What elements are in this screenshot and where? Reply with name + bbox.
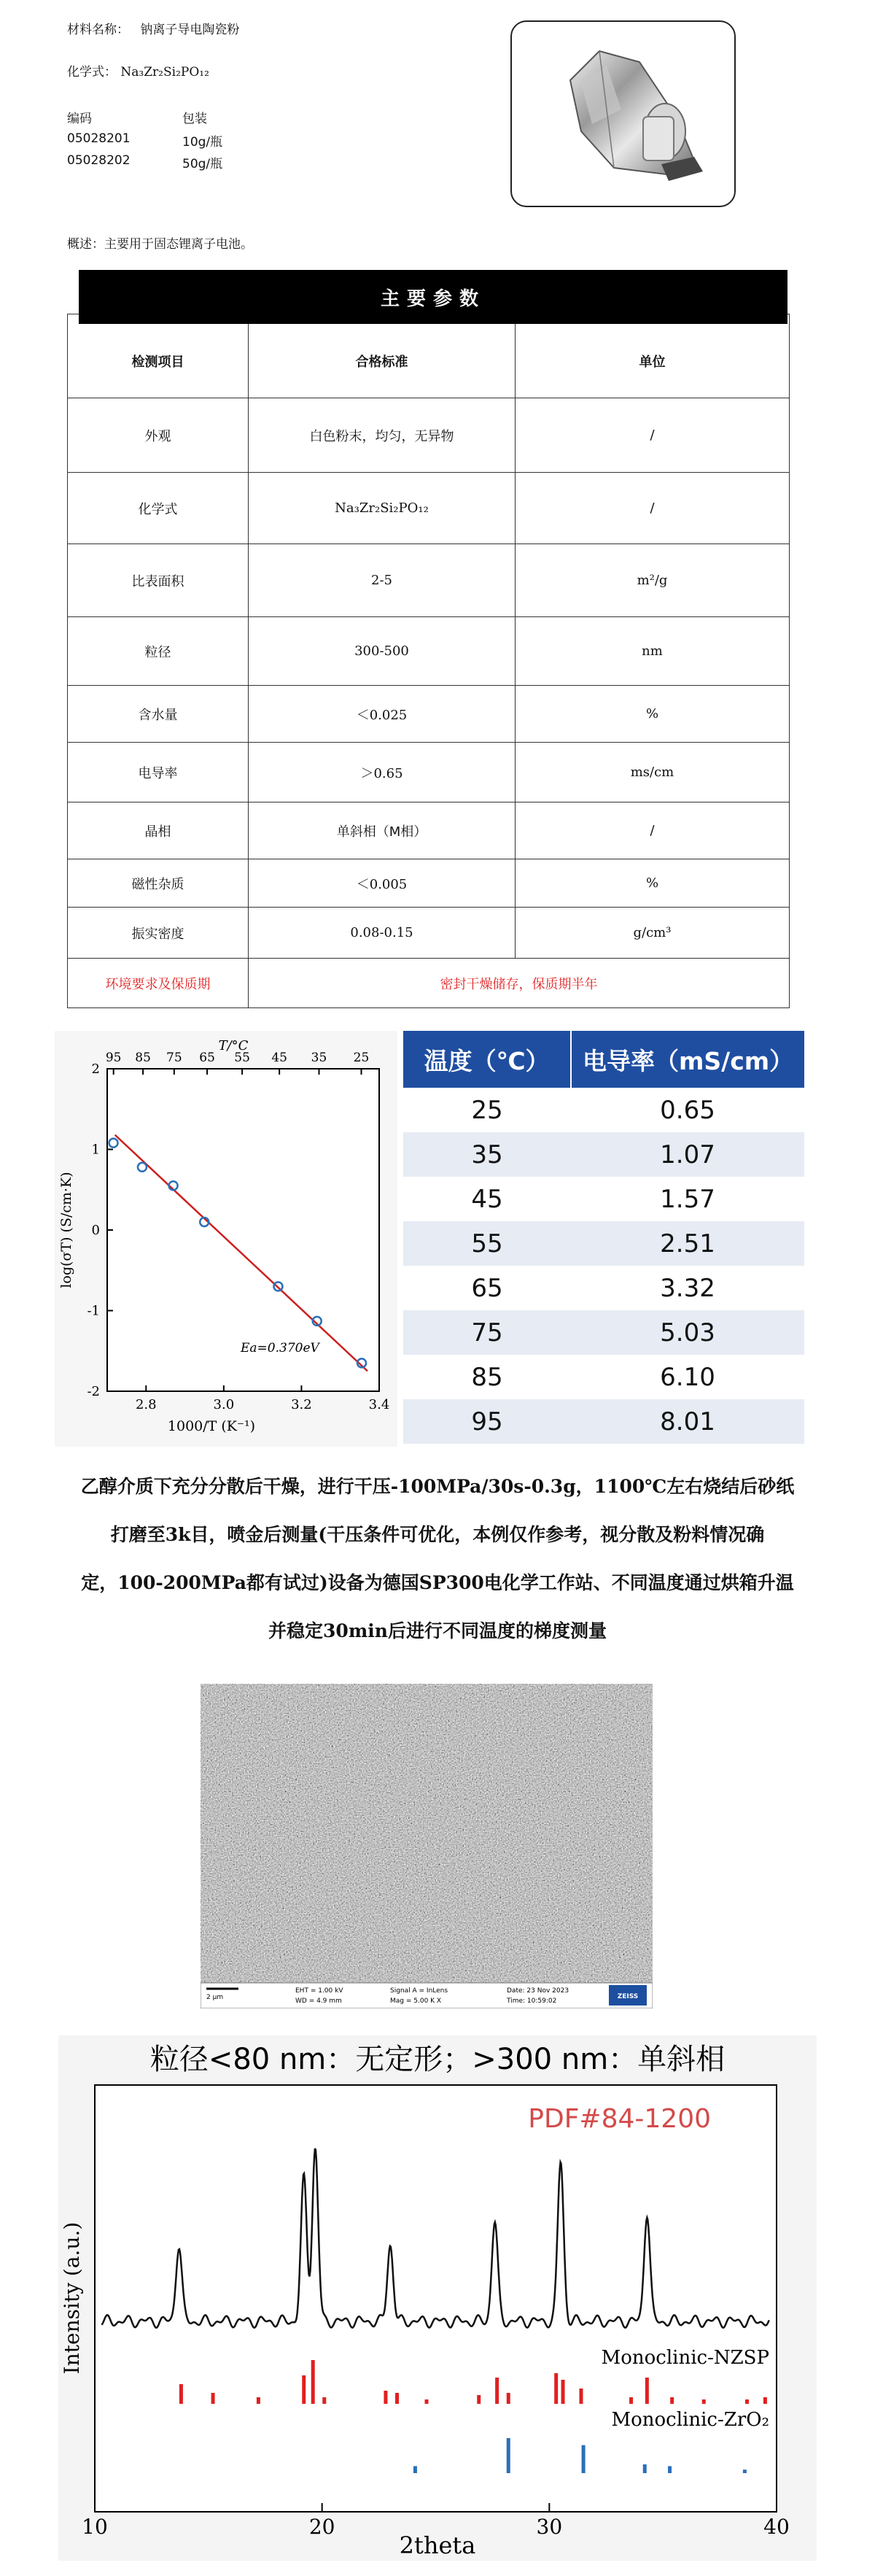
temperature-cell: 65 bbox=[471, 1273, 503, 1303]
conductivity-cell: 8.01 bbox=[660, 1407, 715, 1436]
reference-bar bbox=[582, 2445, 586, 2473]
table-row bbox=[68, 802, 790, 859]
reference-bar bbox=[668, 2466, 672, 2473]
reference-bar bbox=[211, 2393, 215, 2404]
param-item: 磁性杂质 bbox=[68, 859, 249, 908]
param-standard: 白色粉末，均匀，无异物 bbox=[249, 398, 516, 473]
reference-bar bbox=[477, 2395, 481, 2404]
table-row bbox=[403, 1177, 804, 1221]
table-row bbox=[403, 1088, 804, 1132]
x-axis-label: 2theta bbox=[399, 2531, 476, 2559]
table-row bbox=[68, 859, 790, 908]
reference-bar bbox=[507, 2438, 510, 2473]
table-row bbox=[403, 1221, 804, 1266]
param-item: 外观 bbox=[68, 398, 249, 473]
product-package: 50g/瓶 bbox=[182, 157, 223, 171]
param-unit: g/cm³ bbox=[516, 908, 790, 959]
y-tick-label: -2 bbox=[87, 1384, 100, 1399]
top-tick-label: 75 bbox=[166, 1051, 182, 1065]
sem-date: Date: 23 Nov 2023 bbox=[507, 1987, 569, 1995]
method-line: 打磨至3k目，喷金后测量(干压条件可优化，本例仅作参考，视分散及粉料情况确 bbox=[110, 1524, 765, 1545]
sem-wd: WD = 4.9 mm bbox=[295, 1997, 342, 2005]
params-banner: 主要参数 bbox=[79, 270, 788, 324]
param-unit: ms/cm bbox=[516, 743, 790, 802]
param-unit: / bbox=[516, 473, 790, 544]
table-row bbox=[403, 1399, 804, 1444]
reference-bar bbox=[745, 2399, 749, 2404]
material-name: 钠离子导电陶瓷粉 bbox=[140, 23, 240, 37]
reference-bar bbox=[179, 2384, 183, 2404]
reference-bar bbox=[763, 2397, 767, 2404]
table-row bbox=[68, 544, 790, 617]
conductivity-cell: 5.03 bbox=[660, 1318, 715, 1347]
column-header: 检测项目 bbox=[68, 314, 249, 398]
method-line: 乙醇介质下充分分散后干燥，进行干压-100MPa/30s-0.3g，1100℃左右烧结后砂纸 bbox=[80, 1476, 795, 1497]
temperature-cell: 95 bbox=[471, 1407, 503, 1436]
reference-bar bbox=[507, 2393, 510, 2404]
param-standard: 2-5 bbox=[249, 544, 516, 617]
column-header: 单位 bbox=[516, 314, 790, 398]
top-tick-label: 55 bbox=[234, 1051, 250, 1065]
reference-bar bbox=[257, 2397, 260, 2404]
reference-bar bbox=[311, 2360, 315, 2404]
pdf-card-label: PDF#84-1200 bbox=[528, 2104, 711, 2134]
params-table bbox=[67, 314, 790, 1008]
param-unit: m²/g bbox=[516, 544, 790, 617]
reference-bar bbox=[425, 2399, 429, 2404]
temperature-cell: 25 bbox=[471, 1095, 503, 1125]
y-tick-label: 2 bbox=[91, 1061, 100, 1077]
ref-series-label: Monoclinic-NZSP bbox=[601, 2347, 769, 2369]
reference-bar bbox=[384, 2391, 387, 2404]
conductivity-header bbox=[403, 1031, 804, 1088]
zeiss-logo-text: ZEISS bbox=[617, 1993, 639, 2000]
conductivity-table bbox=[403, 1031, 804, 1448]
product-image-frame bbox=[510, 20, 736, 207]
plot-area bbox=[95, 2085, 777, 2512]
param-item: 粒径 bbox=[68, 617, 249, 686]
param-standard: 单斜相（M相） bbox=[249, 802, 516, 859]
storage-label: 环境要求及保质期 bbox=[68, 959, 249, 1008]
reference-bar bbox=[495, 2378, 499, 2404]
param-item: 晶相 bbox=[68, 802, 249, 859]
table-row bbox=[403, 1266, 804, 1310]
sem-texture bbox=[201, 1684, 653, 1983]
summary-text: 概述：主要用于固态锂离子电池。 bbox=[67, 237, 253, 252]
conductivity-cell: 3.32 bbox=[660, 1273, 715, 1303]
reference-bar bbox=[395, 2393, 399, 2404]
reference-bar bbox=[702, 2399, 706, 2404]
code-header: 编码 bbox=[67, 112, 92, 126]
param-item: 化学式 bbox=[68, 473, 249, 544]
param-unit: % bbox=[516, 859, 790, 908]
product-bag-image bbox=[512, 22, 734, 206]
formula-label: 化学式： bbox=[67, 65, 117, 80]
table-row bbox=[68, 908, 790, 959]
param-standard: Na₃Zr₂Si₂PO₁₂ bbox=[249, 473, 516, 544]
material-label: 材料名称： bbox=[67, 23, 129, 37]
y-tick-label: 0 bbox=[91, 1223, 100, 1238]
package-header: 包装 bbox=[182, 112, 207, 126]
product-code: 05028201 bbox=[67, 131, 131, 146]
column-header: 温度（℃） bbox=[403, 1031, 572, 1088]
param-item: 振实密度 bbox=[68, 908, 249, 959]
y-tick-label: -1 bbox=[87, 1303, 100, 1319]
storage-text: 密封干燥储存，保质期半年 bbox=[249, 959, 790, 1008]
top-tick-label: 95 bbox=[105, 1051, 122, 1065]
arrhenius-chart bbox=[55, 1031, 397, 1447]
temperature-cell: 75 bbox=[471, 1318, 503, 1347]
top-tick-label: 45 bbox=[271, 1051, 287, 1065]
product-package: 10g/瓶 bbox=[182, 135, 223, 150]
table-row bbox=[403, 1310, 804, 1355]
param-unit: / bbox=[516, 398, 790, 473]
conductivity-cell: 1.57 bbox=[660, 1184, 715, 1214]
xrd-title: 粒径<80 nm：无定形；>300 nm：单斜相 bbox=[149, 2043, 726, 2076]
top-tick-label: 35 bbox=[311, 1051, 327, 1065]
sem-eht: EHT = 1.00 kV bbox=[295, 1987, 343, 1995]
conductivity-cell: 6.10 bbox=[660, 1362, 715, 1392]
top-tick-label: 25 bbox=[353, 1051, 370, 1065]
table-row bbox=[68, 743, 790, 802]
param-standard: ＜0.005 bbox=[249, 859, 516, 908]
formula-row bbox=[67, 61, 209, 80]
param-unit: % bbox=[516, 686, 790, 743]
ref-series-label: Monoclinic-ZrO₂ bbox=[611, 2409, 769, 2431]
sem-time: Time: 10:59:02 bbox=[507, 1997, 557, 2005]
reference-bar bbox=[302, 2375, 306, 2404]
param-unit: / bbox=[516, 802, 790, 859]
reference-bar bbox=[743, 2469, 747, 2473]
conductivity-cell: 1.07 bbox=[660, 1140, 715, 1169]
reference-bar bbox=[645, 2378, 649, 2404]
reference-bar bbox=[322, 2397, 326, 2404]
product-code: 05028202 bbox=[67, 153, 131, 168]
method-line: 定，100-200MPa都有试过)设备为德国SP300电化学工作站、不同温度通过烘箱升温 bbox=[81, 1572, 794, 1593]
param-standard: ＜0.025 bbox=[249, 686, 516, 743]
top-axis-label: T/°C bbox=[218, 1038, 249, 1053]
material-name-row bbox=[67, 19, 239, 37]
param-unit: nm bbox=[516, 617, 790, 686]
param-item: 电导率 bbox=[68, 743, 249, 802]
sem-mag: Mag = 5.00 K X bbox=[390, 1997, 442, 2005]
x-tick-label: 40 bbox=[763, 2515, 790, 2539]
param-item: 含水量 bbox=[68, 686, 249, 743]
table-header-row bbox=[68, 314, 790, 398]
param-standard: ＞0.65 bbox=[249, 743, 516, 802]
table-row bbox=[68, 617, 790, 686]
xrd-chart bbox=[58, 2035, 817, 2561]
table-row bbox=[68, 398, 790, 473]
top-tick-label: 65 bbox=[199, 1051, 215, 1065]
x-tick-label: 3.0 bbox=[213, 1397, 235, 1412]
table-row bbox=[68, 473, 790, 544]
x-tick-label: 3.2 bbox=[291, 1397, 312, 1412]
reference-bar bbox=[643, 2464, 647, 2473]
reference-bar bbox=[561, 2380, 565, 2404]
temperature-cell: 85 bbox=[471, 1362, 503, 1392]
conductivity-cell: 2.51 bbox=[660, 1229, 715, 1258]
column-header: 合格标准 bbox=[249, 314, 516, 398]
reference-bar bbox=[413, 2466, 417, 2473]
x-tick-label: 20 bbox=[308, 2515, 335, 2539]
sem-signal: Signal A = InLens bbox=[390, 1987, 448, 1995]
x-axis-label: 1000/T (K⁻¹) bbox=[167, 1418, 256, 1434]
param-standard: 0.08-0.15 bbox=[249, 908, 516, 959]
method-line: 并稳定30min后进行不同温度的梯度测量 bbox=[268, 1620, 607, 1641]
reference-bar bbox=[629, 2397, 633, 2404]
x-tick-label: 2.8 bbox=[135, 1397, 157, 1412]
reference-bar bbox=[579, 2389, 583, 2404]
formula-value: Na₃Zr₂Si₂PO₁₂ bbox=[120, 65, 209, 80]
table-row bbox=[403, 1355, 804, 1399]
temperature-cell: 45 bbox=[471, 1184, 503, 1214]
reference-bar bbox=[554, 2373, 558, 2404]
y-axis-label: Intensity (a.u.) bbox=[60, 2221, 84, 2375]
x-tick-label: 10 bbox=[82, 2515, 108, 2539]
x-tick-label: 30 bbox=[536, 2515, 563, 2539]
sem-scale: 2 μm bbox=[206, 1994, 224, 2001]
table-row bbox=[403, 1132, 804, 1177]
temperature-cell: 55 bbox=[471, 1229, 503, 1258]
top-tick-label: 85 bbox=[135, 1051, 151, 1065]
storage-row bbox=[68, 959, 790, 1008]
y-tick-label: 1 bbox=[91, 1142, 100, 1158]
sem-micrograph bbox=[201, 1684, 653, 2008]
table-row bbox=[68, 686, 790, 743]
param-item: 比表面积 bbox=[68, 544, 249, 617]
y-axis-label: log(σT) (S/cm·K) bbox=[58, 1172, 74, 1288]
x-tick-label: 3.4 bbox=[368, 1397, 390, 1412]
activation-energy-label: Ea=0.370eV bbox=[241, 1341, 319, 1355]
temperature-cell: 35 bbox=[471, 1140, 503, 1169]
reference-bar bbox=[670, 2397, 674, 2404]
column-header: 电导率（mS/cm） bbox=[583, 1046, 794, 1075]
param-standard: 300-500 bbox=[249, 617, 516, 686]
conductivity-cell: 0.65 bbox=[660, 1095, 715, 1125]
